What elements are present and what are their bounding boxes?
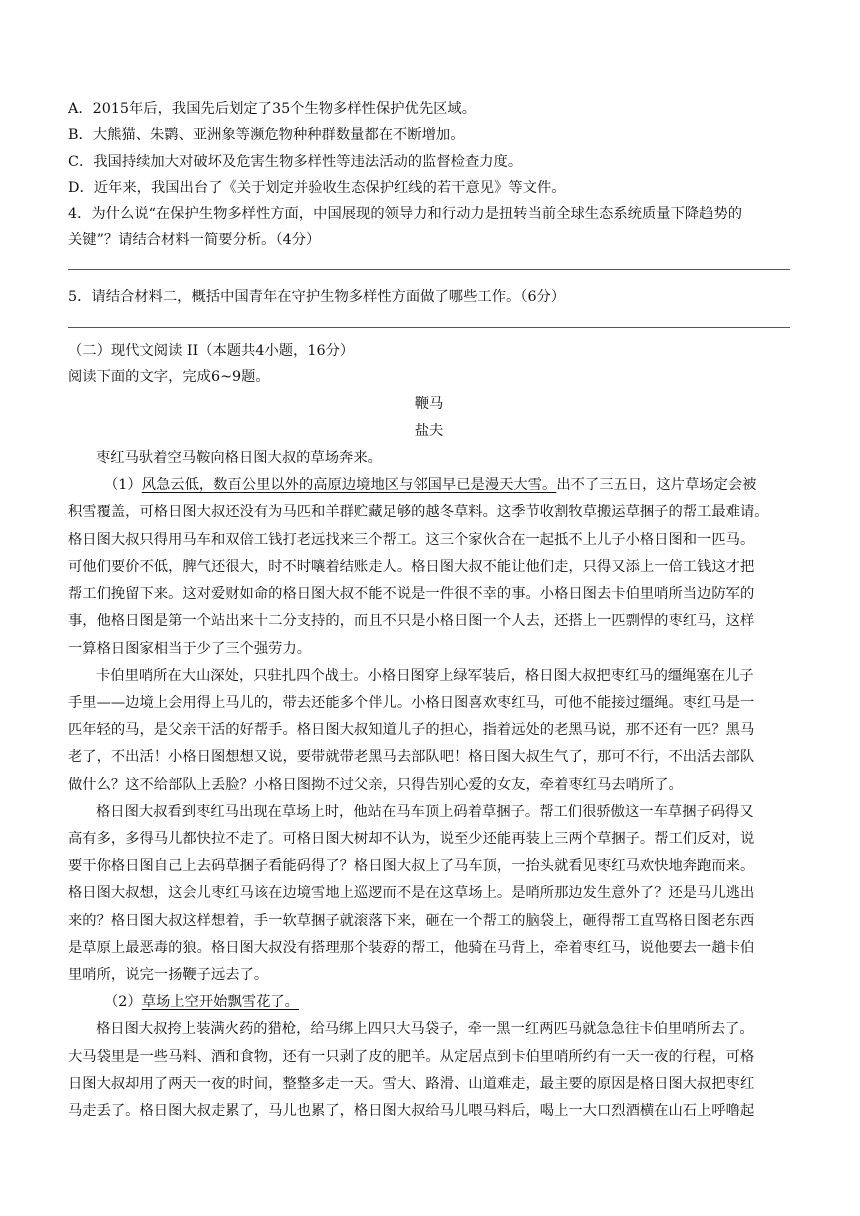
story-line: 匹年轻的马，是父亲干活的好帮手。格日图大叔知道儿子的担心，指着远处的老黑马说，那不还有一匹？黑马 — [68, 722, 755, 739]
story-line: 卡伯里哨所在大山深处，只驻扎四个战士。小格日图穿上绿军装后，格日图大叔把枣红马的缰绳塞在儿子 — [96, 667, 754, 684]
story-line: 大马袋里是一些马料、酒和食物，还有一只剥了皮的肥羊。从定居点到卡伯里哨所约有一天一夜的行程，可格 — [68, 1048, 755, 1065]
story-line: 格日图大叔看到枣红马出现在草场上时，他站在马车顶上码着草捆子。帮工们很骄傲这一车草捆子码得又 — [96, 803, 754, 820]
section-instruction: 阅读下面的文字，完成6~9题。 — [68, 369, 270, 386]
underlined-sentence-1: 风急云低，数百公里以外的高原边境地区与邻国早已是漫天大雪。 — [141, 477, 557, 494]
section-heading: （二）现代文阅读 II（本题共4小题，16分） — [68, 343, 355, 360]
story-title: 鞭马 — [414, 395, 444, 412]
story-line: 积雪覆盖，可格日图大叔还没有为马匹和羊群贮藏足够的越冬草料。这季节收割牧草搬运草捆子的帮工最难请。 — [68, 504, 769, 521]
exam-page — [68, 96, 790, 1125]
story-line: 来的？格日图大叔这样想着，手一软草捆子就滚落下来，砸在一个帮工的脑袋上，砸得帮工直骂格日图老东西 — [68, 912, 755, 929]
option-c: C．我国持续加大对破坏及危害生物多样性等违法活动的监督检查力度。 — [68, 153, 523, 170]
paragraph-number-2: （2） — [104, 994, 142, 1011]
answer-line-q5 — [68, 327, 790, 328]
story-line: 一算格日图家相当于少了三个强劳力。 — [68, 640, 312, 657]
story-line: 事，他格日图是第一个站出来十二分支持的，而且不只是小格日图一个人去，还搭上一匹剽悍的枣红马，这样 — [68, 613, 755, 630]
paragraph-number-1: （1） — [104, 477, 142, 494]
story-line: 可他们要价不低，脾气还很大，时不时嚷着结账走人。格日图大叔不能让他们走，只得又添上一倍工钱这才把 — [68, 558, 755, 575]
question-4-line-1: 4．为什么说“在保护生物多样性方面，中国展现的领导力和行动力是扭转当前全球生态系统质量下降趋势的 — [68, 206, 743, 223]
story-line: 里哨所，说完一扬鞭子远去了。 — [68, 966, 269, 983]
question-5: 5．请结合材料二，概括中国青年在守护生物多样性方面做了哪些工作。（6分） — [68, 288, 566, 305]
story-line: 老了，不出活！小格日图想想又说，要带就带老黑马去部队吧！格日图大叔生气了，那可不行，不出活去部队 — [68, 749, 755, 766]
story-line: 帮工们挽留下来。这对爱财如命的格日图大叔不能不说是一件很不幸的事。小格日图去卡伯里哨所当边防军的 — [68, 586, 755, 603]
story-line: 日图大叔却用了两天一夜的时间，整整多走一天。雪大、路滑、山道难走，最主要的原因是格日图大叔把枣红 — [68, 1075, 755, 1092]
story-line: 手里——边境上会用得上马儿的，带去还能多个伴儿。小格日图喜欢枣红马，可他不能接过缰绳。枣红马是一 — [68, 694, 755, 711]
story-paragraph-1-first-line — [68, 472, 790, 499]
underlined-sentence-2: 草场上空开始飘雪花了。 — [141, 994, 299, 1011]
story-line: 做什么？这不给部队上丢脸？小格日图拗不过父亲，只得告别心爱的女友，牵着枣红马去哨所了。 — [68, 776, 683, 793]
question-4-line-2: 关键”？请结合材料一简要分析。（4分） — [68, 232, 321, 249]
story-line: 格日图大叔只得用马车和双倍工钱打老远找来三个帮工。这三个家伙合在一起抵不上儿子小格日图和一匹马。 — [68, 531, 755, 548]
story-line: 高有多，多得马儿都快拉不走了。可格日图大树却不认为，说至少还能再装上三两个草捆子。帮工们反对，说 — [68, 830, 755, 847]
story-line: 是草原上最恶毒的狼。格日图大叔没有搭理那个装孬的帮工，他骑在马背上，牵着枣红马，说他要去一趟卡伯 — [68, 939, 755, 956]
story — [68, 391, 790, 1125]
story-paragraph-0: 枣红马驮着空马鞍向格日图大叔的草场奔来。 — [96, 450, 382, 467]
option-b: B．大熊猫、朱鹮、亚洲象等濒危物种种群数量都在不断增加。 — [68, 127, 465, 144]
story-line: 要干你格日图自己上去码草捆子看能码得了？格日图大叔上了马车顶，一抬头就看见枣红马欢快地奔跑而来。 — [68, 858, 755, 875]
story-author: 盐夫 — [414, 422, 444, 439]
story-line: 格日图大叔想，这会儿枣红马该在边境雪地上巡逻而不是在这草场上。是哨所那边发生意外了？还是马儿逃出 — [68, 885, 755, 902]
story-line: 格日图大叔挎上装满火药的猎枪，给马绑上四只大马袋子，牵一黑一红两匹马就急急往卡伯里哨所去了。 — [96, 1021, 754, 1038]
story-line: 马走丢了。格日图大叔走累了，马儿也累了，格日图大叔给马儿喂马料后，喝上一大口烈酒横在山石上呼噜起 — [68, 1102, 755, 1119]
paragraph-1-continuation: 出不了三五日，这片草场定会被 — [556, 477, 757, 494]
answer-line-q4 — [68, 269, 790, 270]
story-paragraph-2-heading — [68, 989, 790, 1016]
option-a: A．2015年后，我国先后划定了35个生物多样性保护优先区域。 — [68, 101, 477, 117]
option-d: D．近年来，我国出台了《关于划定并验收生态保护红线的若干意见》等文件。 — [68, 179, 566, 196]
